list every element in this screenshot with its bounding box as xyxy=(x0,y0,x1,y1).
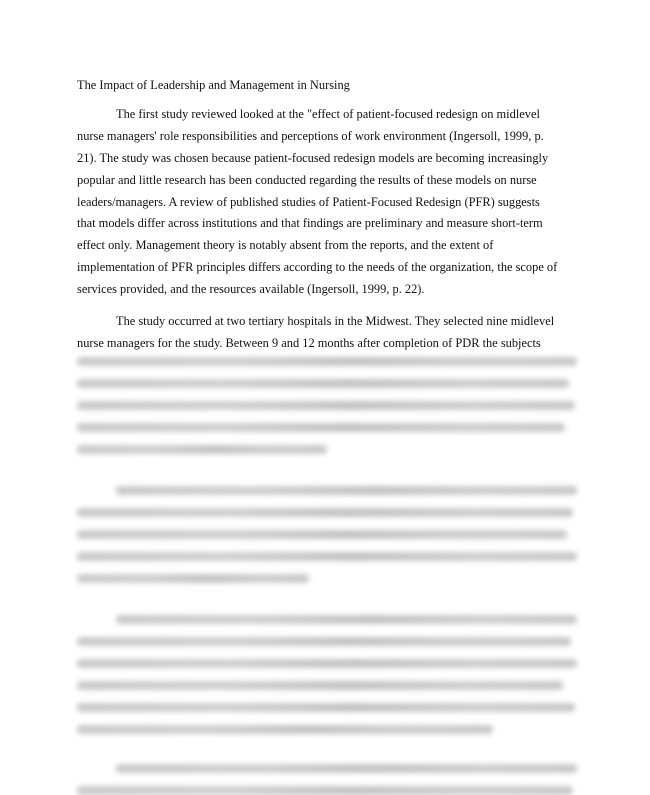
blurred-line xyxy=(77,786,573,795)
blurred-line xyxy=(77,637,571,646)
blurred-line xyxy=(77,423,565,432)
blurred-line xyxy=(77,445,327,454)
blurred-line xyxy=(77,379,569,388)
paragraph-1-line: popular and little research has been conducted regarding the results of these models on nurse xyxy=(77,172,537,187)
blurred-line xyxy=(77,725,493,734)
blurred-line xyxy=(116,615,577,624)
paragraph-1-line: nurse managers' role responsibilities and perceptions of work environment (Ingersoll, 1999, p. xyxy=(77,128,544,143)
blurred-line xyxy=(77,574,309,583)
paragraph-2 xyxy=(77,311,577,355)
paragraph-1-line: services provided, and the resources available (Ingersoll, 1999, p. 22). xyxy=(77,282,425,297)
paragraph-2-line: nurse managers for the study. Between 9 and 12 months after completion of PDR the subjects xyxy=(77,335,541,350)
blurred-line xyxy=(77,681,563,690)
paragraph-1-line: The first study reviewed looked at the "effect of patient-focused redesign on midlevel xyxy=(116,107,540,121)
document-title: The Impact of Leadership and Management in Nursing xyxy=(77,78,350,92)
blurred-line xyxy=(77,401,575,410)
paragraph-1-line: leaders/managers. A review of published studies of Patient-Focused Redesign (PFR) suggests xyxy=(77,194,540,209)
paragraph-2-line: The study occurred at two tertiary hospitals in the Midwest. They selected nine midlevel xyxy=(116,314,555,328)
paragraph-1-line: effect only. Management theory is notably absent from the reports, and the extent of xyxy=(77,238,494,253)
blurred-line xyxy=(77,552,577,561)
blurred-line xyxy=(77,530,567,539)
blurred-line xyxy=(77,659,577,668)
blurred-line xyxy=(77,703,575,712)
paragraph-1-line: implementation of PFR principles differs according to the needs of the organization, the scope of xyxy=(77,260,558,275)
blurred-line xyxy=(116,486,577,495)
blurred-line xyxy=(77,508,573,517)
blurred-line xyxy=(116,764,577,773)
blurred-line xyxy=(77,357,577,366)
paragraph-1 xyxy=(77,104,577,301)
paragraph-1-line: 21). The study was chosen because patient-focused redesign models are becoming increasingly xyxy=(77,150,549,165)
paragraph-1-line: that models differ across institutions and that findings are preliminary and measure short-term xyxy=(77,216,543,231)
